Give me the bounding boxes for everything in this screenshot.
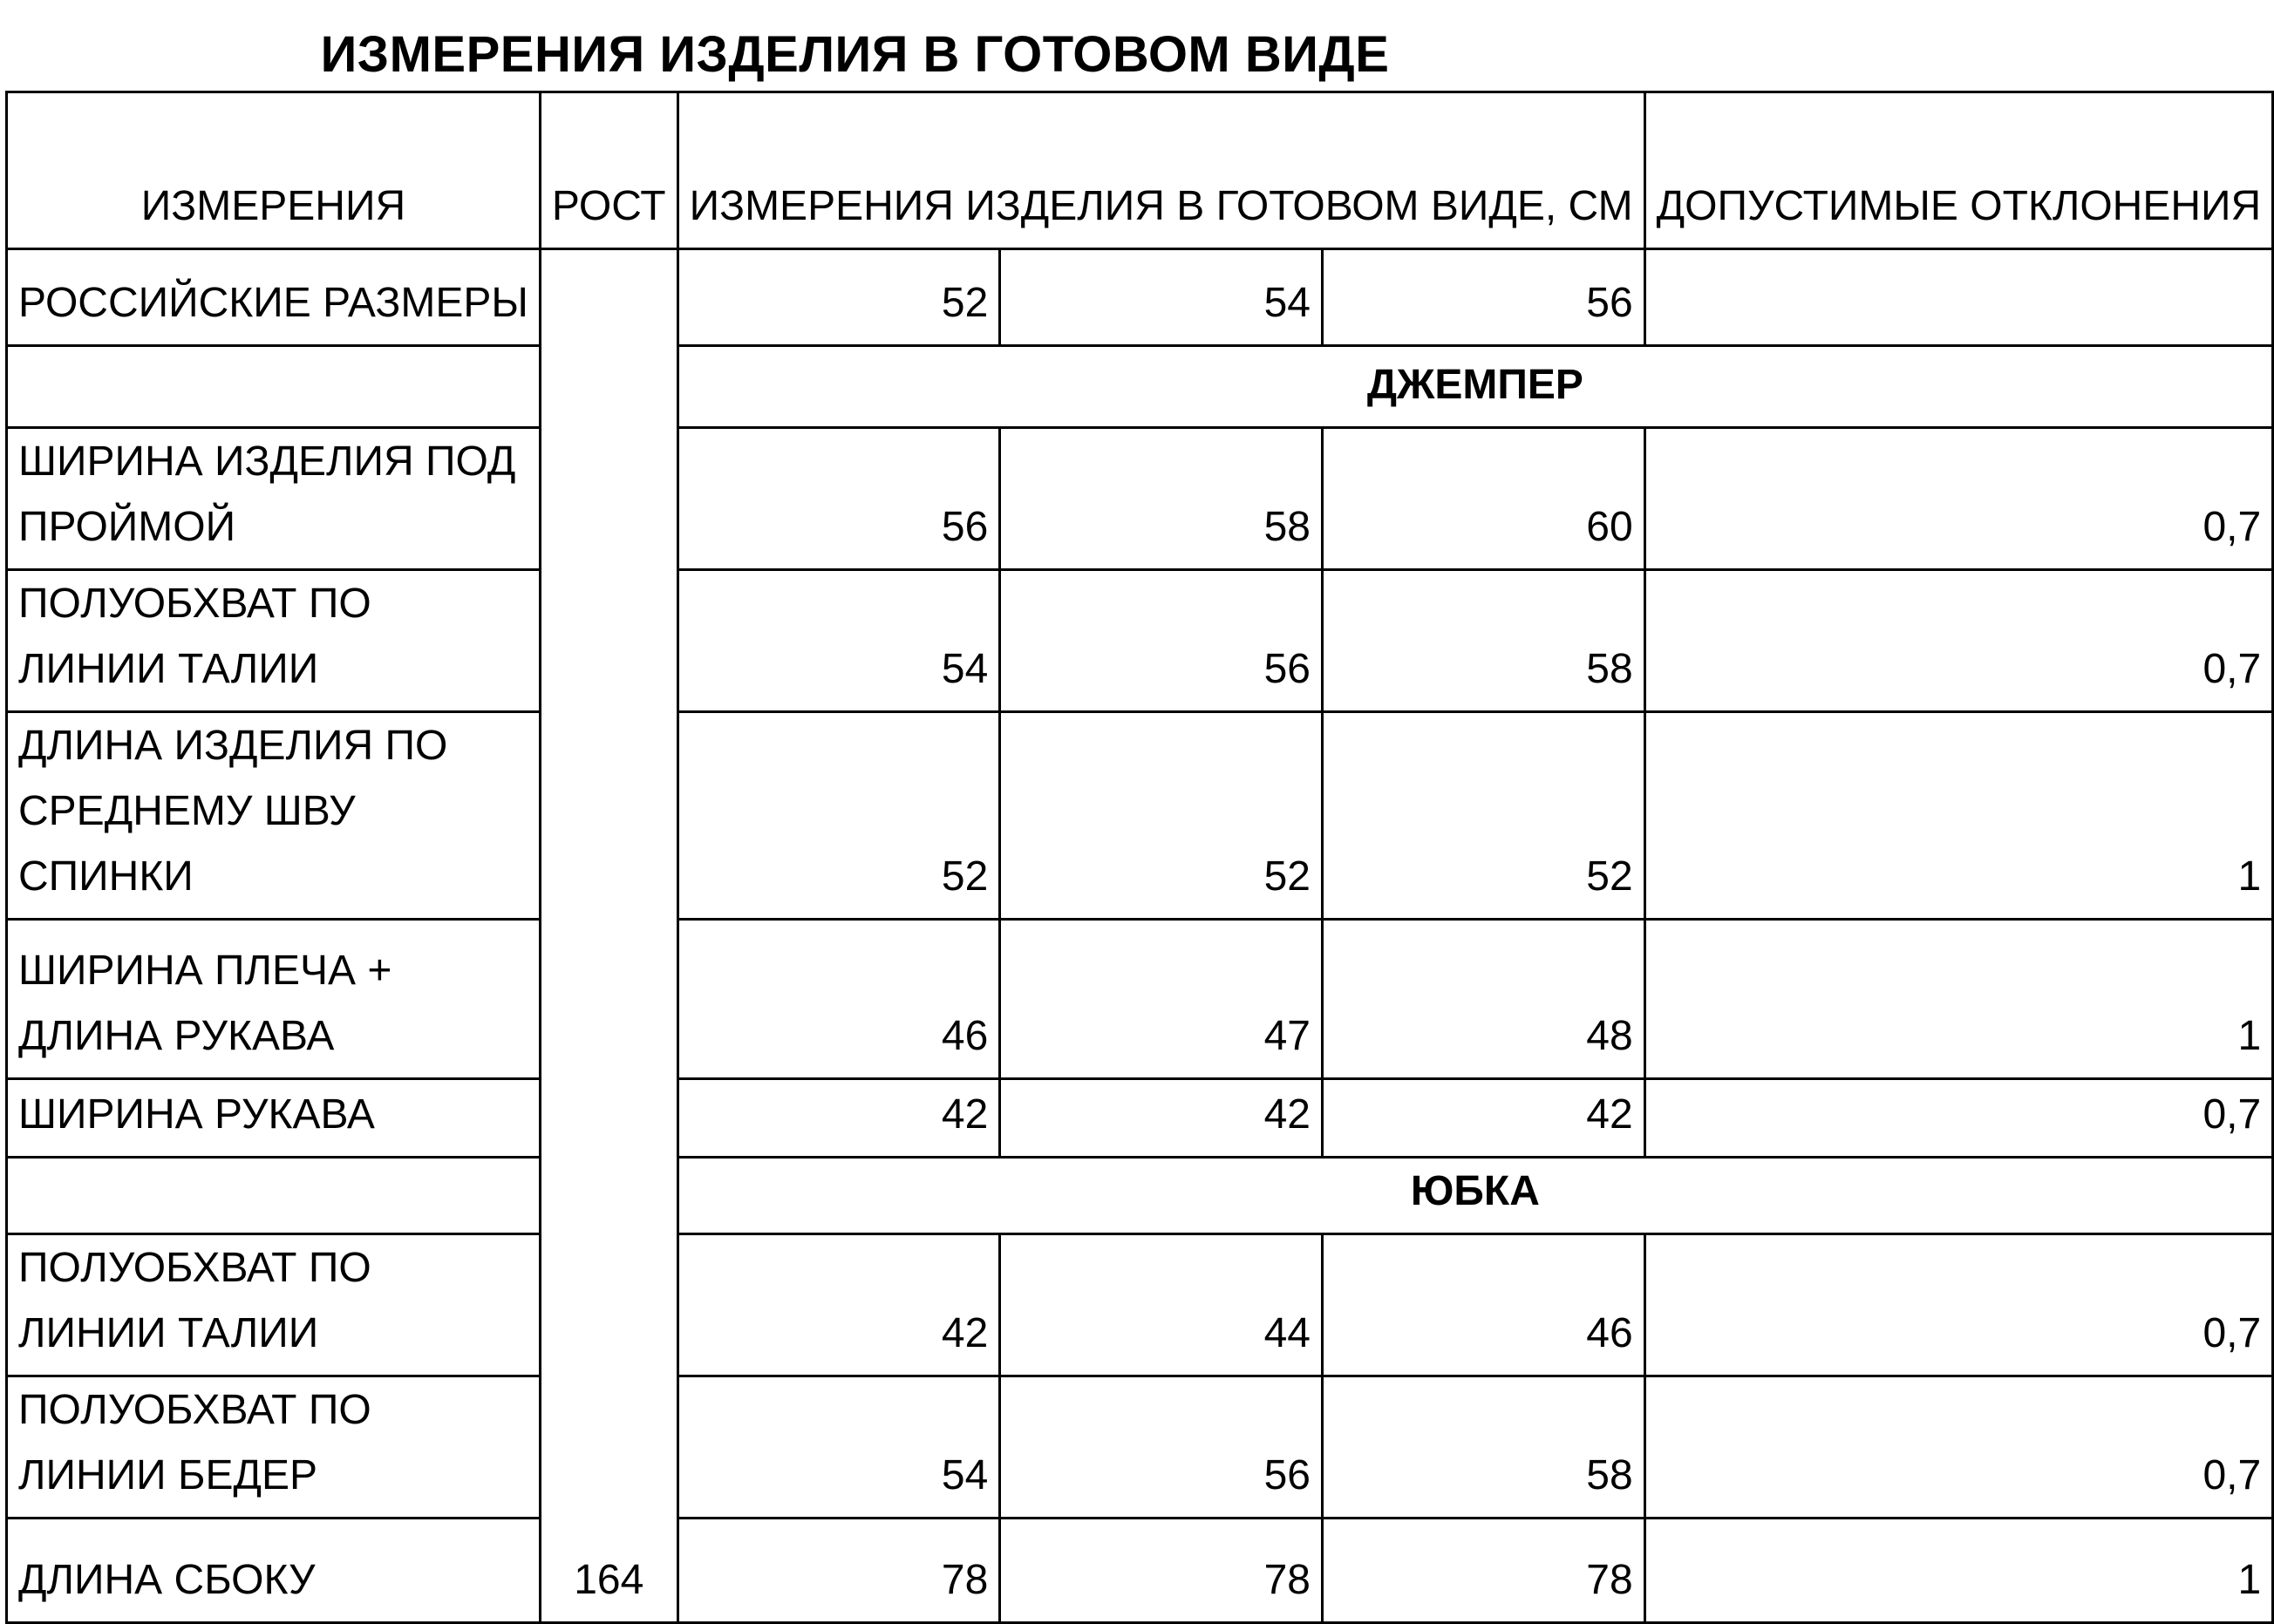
value-cell: 54 [677,1376,1000,1519]
value-cell: 46 [1322,1234,1644,1376]
measurement-label: ДЛИНА ИЗДЕЛИЯ ПО СРЕДНЕМУ ШВУ СПИНКИ [7,712,541,920]
measurements-table [5,91,2274,1624]
height-value: 164 [540,249,677,1623]
value-cell: 78 [677,1519,1000,1623]
size-cell: 56 [1322,249,1644,346]
value-cell: 42 [677,1234,1000,1376]
table-row [7,1234,2273,1376]
value-cell: 60 [1322,428,1644,570]
tolerance-cell: 0,7 [1644,1234,2273,1376]
measurement-label: ПОЛУОБХВАТ ПО ЛИНИИ ТАЛИИ [7,570,541,712]
value-cell: 78 [1000,1519,1323,1623]
table-row [7,428,2273,570]
sizes-row [7,249,2273,346]
header-tolerance: ДОПУСТИМЫЕ ОТКЛОНЕНИЯ [1644,92,2273,249]
header-row [7,92,2273,249]
value-cell: 44 [1000,1234,1323,1376]
measurement-label: ПОЛУОБХВАТ ПО ЛИНИИ ТАЛИИ [7,1234,541,1376]
table-row [7,712,2273,920]
tolerance-cell: 0,7 [1644,428,2273,570]
header-measurements: ИЗМЕРЕНИЯ [7,92,541,249]
measurement-label: ПОЛУОБХВАТ ПО ЛИНИИ БЕДЕР [7,1376,541,1519]
value-cell: 56 [1000,1376,1323,1519]
table-row [7,1376,2273,1519]
tolerance-cell: 0,7 [1644,1079,2273,1158]
section-row [7,1158,2273,1234]
value-cell: 52 [677,712,1000,920]
header-height: РОСТ [540,92,677,249]
tolerance-cell: 1 [1644,1519,2273,1623]
section-title-jumper: ДЖЕМПЕР [677,346,2273,428]
value-cell: 56 [677,428,1000,570]
value-cell: 42 [1322,1079,1644,1158]
value-cell: 58 [1322,1376,1644,1519]
measurement-label: ШИРИНА ИЗДЕЛИЯ ПОД ПРОЙМОЙ [7,428,541,570]
value-cell: 54 [677,570,1000,712]
size-tolerance-empty [1644,249,2273,346]
tolerance-cell: 1 [1644,920,2273,1079]
value-cell: 58 [1000,428,1323,570]
size-cell: 52 [677,249,1000,346]
size-cell: 54 [1000,249,1323,346]
section-label-empty [7,1158,541,1234]
value-cell: 47 [1000,920,1323,1079]
value-cell: 56 [1000,570,1323,712]
value-cell: 78 [1322,1519,1644,1623]
section-label-empty [7,346,541,428]
measurement-label: ДЛИНА СБОКУ [7,1519,541,1623]
sizes-row-label: РОССИЙСКИЕ РАЗМЕРЫ [7,249,541,346]
table-row [7,1079,2273,1158]
tolerance-cell: 0,7 [1644,1376,2273,1519]
section-row [7,346,2273,428]
value-cell: 52 [1322,712,1644,920]
value-cell: 42 [1000,1079,1323,1158]
value-cell: 48 [1322,920,1644,1079]
section-title-skirt: ЮБКА [677,1158,2273,1234]
table-row [7,570,2273,712]
table-row [7,1519,2273,1623]
tolerance-cell: 0,7 [1644,570,2273,712]
value-cell: 52 [1000,712,1323,920]
header-finished-measurements: ИЗМЕРЕНИЯ ИЗДЕЛИЯ В ГОТОВОМ ВИДЕ, СМ [677,92,1644,249]
measurement-label: ШИРИНА ПЛЕЧА + ДЛИНА РУКАВА [7,920,541,1079]
value-cell: 46 [677,920,1000,1079]
tolerance-cell: 1 [1644,712,2273,920]
table-row [7,920,2273,1079]
value-cell: 58 [1322,570,1644,712]
value-cell: 42 [677,1079,1000,1158]
measurement-label: ШИРИНА РУКАВА [7,1079,541,1158]
page-title: ИЗМЕРЕНИЯ ИЗДЕЛИЯ В ГОТОВОМ ВИДЕ [320,26,1390,83]
